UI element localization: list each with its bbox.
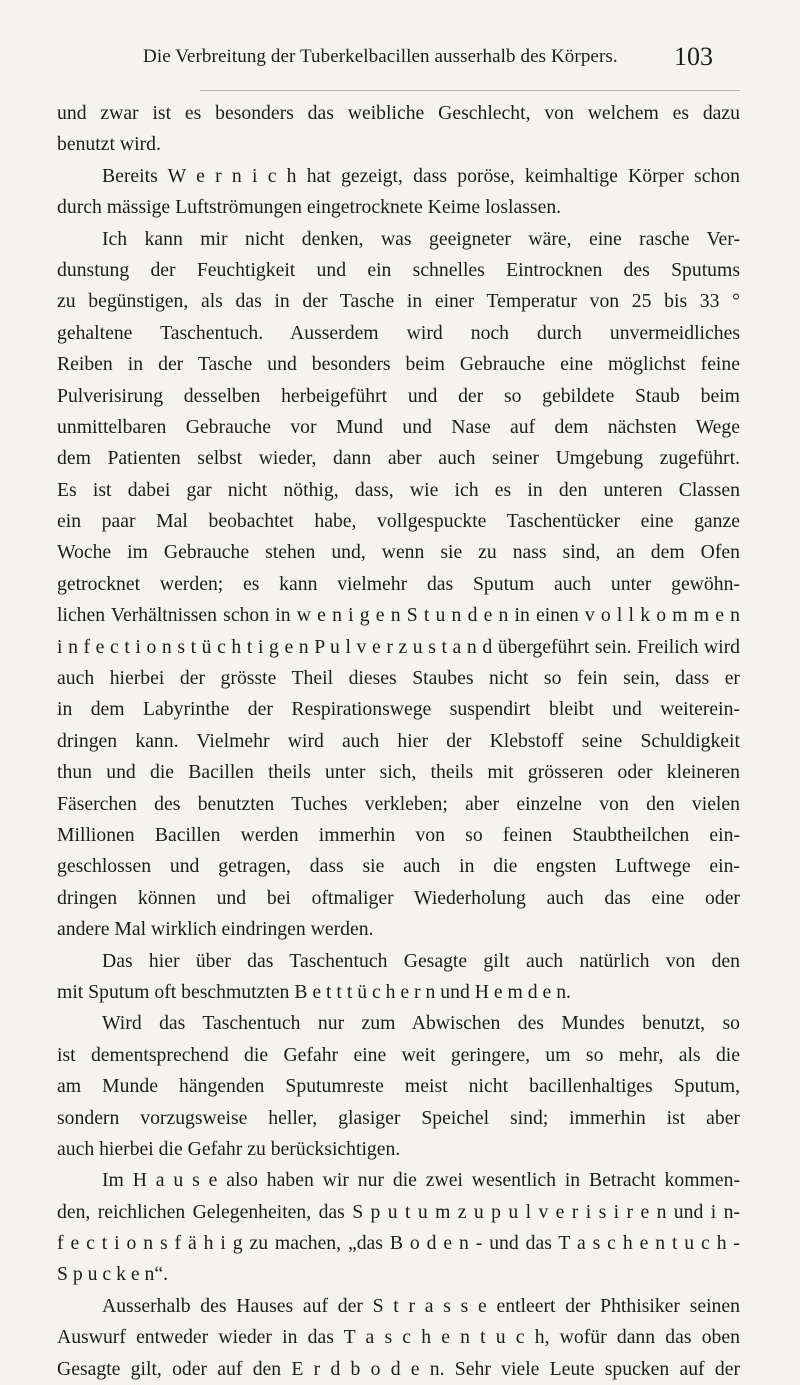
text-line: Es ist dabei gar nicht nöthig, dass, wie ich es in den unteren Classen [57,478,740,501]
body-text [57,98,740,1385]
text-line: Millionen Bacillen werden immerhin von so feinen Staubtheilchen ein- [57,823,740,846]
text-line: andere Mal wirklich eindringen werden. [57,918,374,941]
text-line: Reiben in der Tasche und besonders beim Gebrauche eine möglichst feine [57,353,740,376]
text-line: S p u c k e n“. [57,1263,168,1286]
text-line: auch hierbei die Gefahr zu berücksichtigen. [57,1137,401,1160]
text-line: Im H a u s e also haben wir nur die zwei wesentlich in Betracht kommen- [102,1169,740,1192]
text-line: Auswurf entweder wieder in das T a s c h e n t u c h, wofür dann das oben [57,1326,740,1349]
text-line: Bereits W e r n i c h hat gezeigt, dass poröse, keimhaltige Körper schon [102,164,740,187]
text-line: zu begünstigen, als das in der Tasche in einer Temperatur von 25 bis 33 ° [57,290,740,313]
text-line: auch hierbei der grösste Theil dieses Staubes nicht so fein sein, dass er [57,667,740,690]
text-line: ein paar Mal beobachtet habe, vollgespuckte Taschentücker eine ganze [57,510,740,533]
text-line: Gesagte gilt, oder auf den E r d b o d e n. Sehr viele Leute spucken auf der [57,1357,740,1380]
text-line: dem Patienten selbst wieder, dann aber auch seiner Umgebung zugeführt. [57,447,740,470]
text-line: i n f e c t i o n s t ü c h t i g e n P u l v e r z u s t a n d übergeführt sein. Freilich wird [57,635,740,658]
text-line: in dem Labyrinthe der Respirationswege suspendirt bleibt und weiterein- [57,698,740,721]
text-line: Ich kann mir nicht denken, was geeigneter wäre, eine rasche Ver- [102,227,740,250]
text-line: geschlossen und getragen, dass sie auch in die engsten Luftwege ein- [57,855,740,878]
text-line: Das hier über das Taschentuch Gesagte gilt auch natürlich von den [102,949,740,972]
text-line: lichen Verhältnissen schon in w e n i g e n S t u n d e n in einen v o l l k o m m e n [57,604,740,627]
text-line: dunstung der Feuchtigkeit und ein schnelles Eintrocknen des Sputums [57,258,740,281]
text-line: Ausserhalb des Hauses auf der S t r a s s e entleert der Phthisiker seinen [102,1294,740,1317]
text-line: getrocknet werden; es kann vielmehr das Sputum auch unter gewöhn- [57,572,740,595]
text-line: durch mässige Luftströmungen eingetrocknete Keime loslassen. [57,196,562,219]
text-line: mit Sputum oft beschmutzten B e t t t ü c h e r n und H e m d e n. [57,980,571,1003]
page-number: 103 [674,42,713,71]
text-line: Pulverisirung desselben herbeigeführt und der so gebildete Staub beim [57,384,740,407]
text-line: benutzt wird. [57,133,161,156]
text-line: Fäserchen des benutzten Tuches verkleben; aber einzelne von den vielen [57,792,740,815]
text-line: sondern vorzugsweise heller, glasiger Speichel sind; immerhin ist aber [57,1106,740,1129]
running-head [143,44,713,74]
text-line: dringen kann. Vielmehr wird auch hier der Klebstoff seine Schuldigkeit [57,729,740,752]
text-line: den, reichlichen Gelegenheiten, das S p u t u m z u p u l v e r i s i r e n und i n- [57,1200,740,1223]
text-line: f e c t i o n s f ä h i g zu machen, „das B o d e n - und das T a s c h e n t u c h - [57,1232,740,1255]
text-line: dringen können und bei oftmaliger Wiederholung auch das eine oder [57,886,740,909]
text-line: unmittelbaren Gebrauche vor Mund und Nase auf dem nächsten Wege [57,415,740,438]
text-line: Woche im Gebrauche stehen und, wenn sie zu nass sind, an dem Ofen [57,541,740,564]
text-line: ist dementsprechend die Gefahr eine weit geringere, um so mehr, als die [57,1043,740,1066]
text-line: am Munde hängenden Sputumreste meist nicht bacillenhaltiges Sputum, [57,1075,740,1098]
text-line: Wird das Taschentuch nur zum Abwischen des Mundes benutzt, so [102,1012,740,1035]
running-head-title: Die Verbreitung der Tuberkelbacillen ausserhalb des Körpers. [143,46,618,67]
text-line: und zwar ist es besonders das weibliche Geschlecht, von welchem es dazu [57,102,740,124]
header-rule [200,90,740,91]
text-line: gehaltene Taschentuch. Ausserdem wird noch durch unvermeidliches [57,321,740,344]
text-line: thun und die Bacillen theils unter sich, theils mit grösseren oder kleineren [57,761,740,784]
